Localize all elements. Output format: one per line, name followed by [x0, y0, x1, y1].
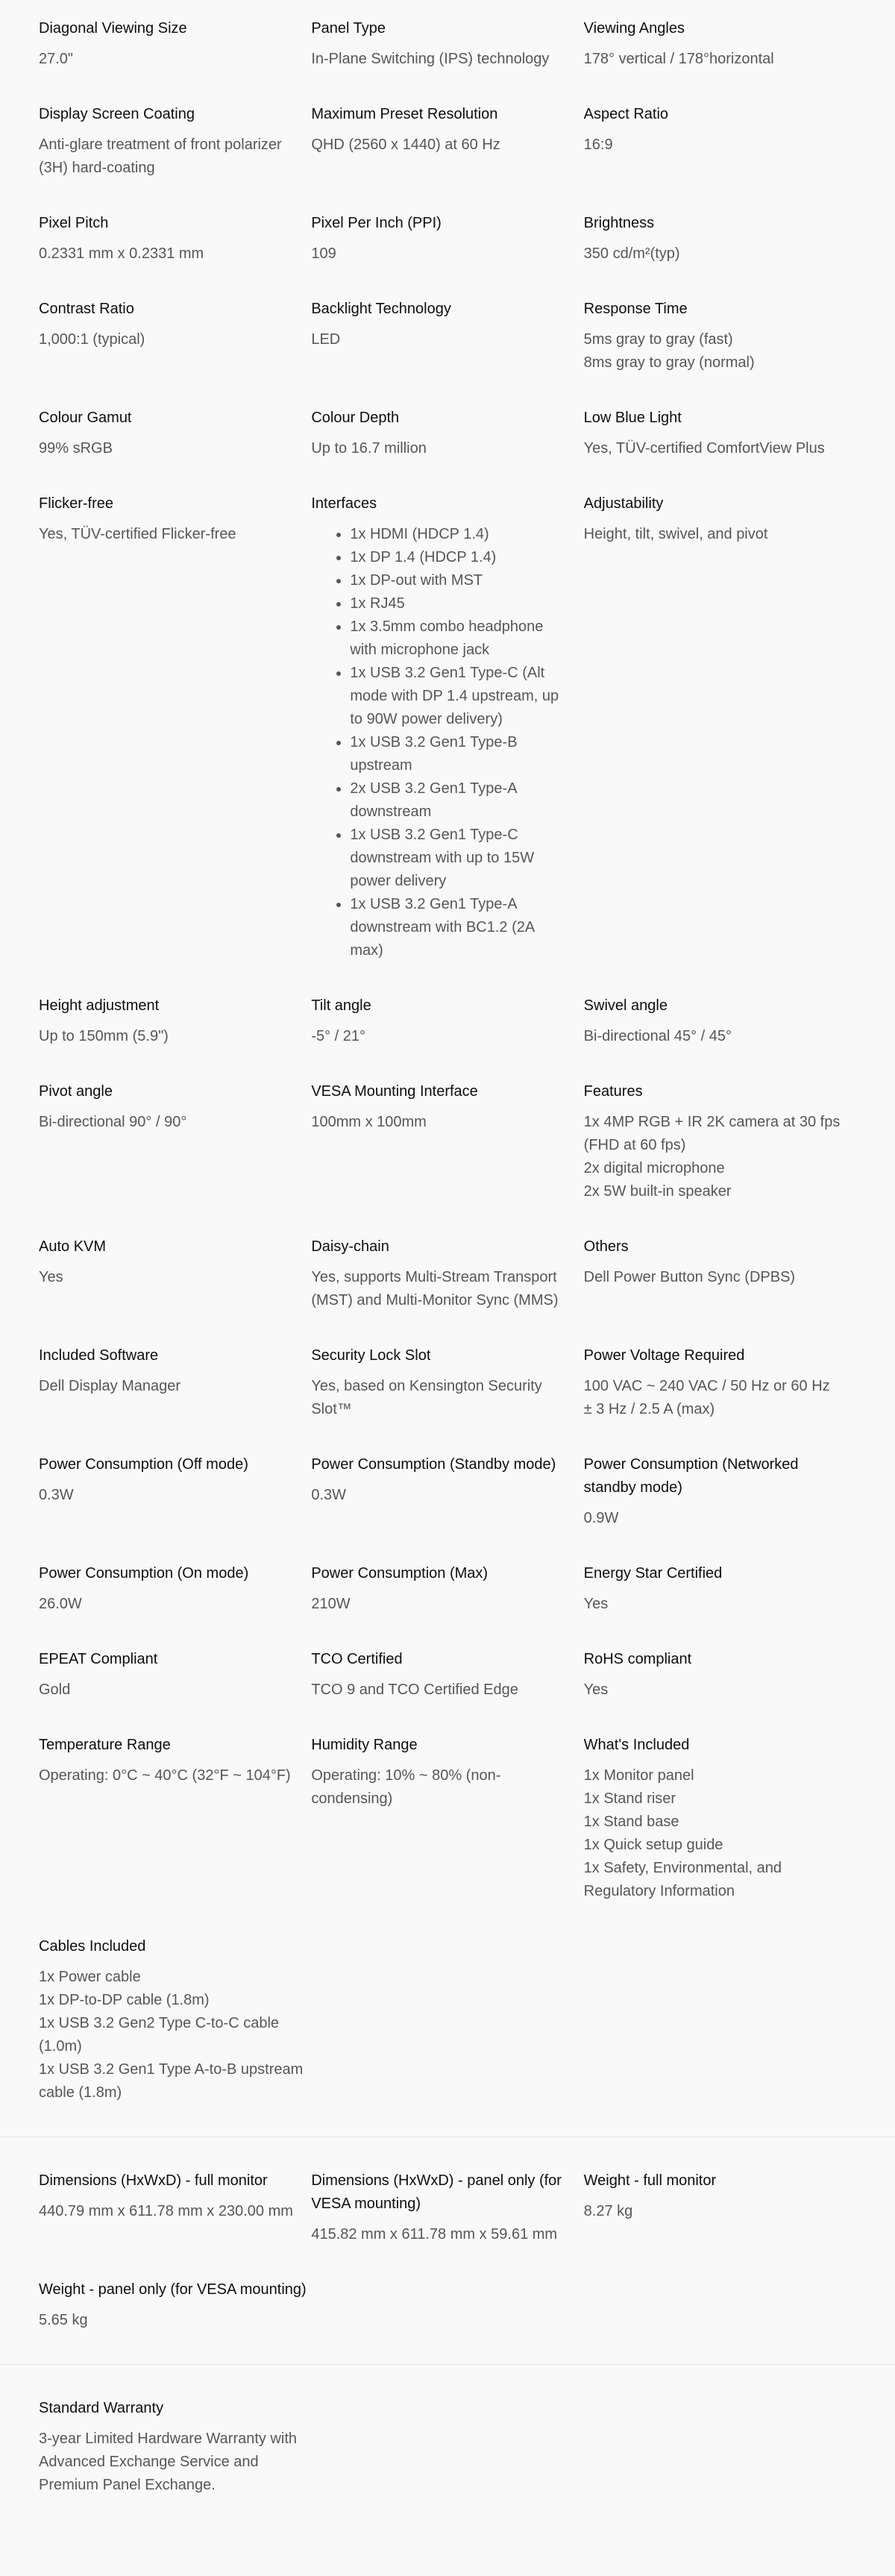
specs-section-warranty — [0, 2365, 895, 2497]
spec-value — [311, 2223, 568, 2246]
spec-item-display-screen-coating — [39, 103, 311, 180]
spec-label: Power Consumption (Off mode) — [39, 1456, 248, 1473]
spec-item-colour-depth — [311, 407, 583, 460]
spec-label: Standard Warranty — [39, 2400, 164, 2416]
spec-label: Features — [583, 1083, 643, 1100]
spec-value — [584, 48, 841, 71]
spec-item-weight-full-monitor — [584, 2169, 856, 2246]
spec-value — [311, 1375, 568, 1421]
spec-label: Diagonal Viewing Size — [39, 20, 187, 37]
spec-value-line: 5ms gray to gray (fast) — [583, 331, 733, 348]
spec-item-power-voltage-required — [584, 1344, 856, 1421]
spec-value-line: Dell Display Manager — [39, 1378, 181, 1394]
spec-value-line: 26.0W — [39, 1596, 82, 1612]
spec-value — [584, 437, 841, 460]
spec-value-line: 5.65 kg — [39, 2312, 88, 2328]
spec-value-line: 0.2331 mm x 0.2331 mm — [39, 245, 204, 262]
spec-item-vesa-mounting-interface — [311, 1080, 583, 1203]
spec-label: Tilt angle — [311, 997, 371, 1014]
spec-value-line: 1x Stand base — [583, 1814, 679, 1830]
spec-list — [311, 523, 568, 962]
spec-label: Power Consumption (On mode) — [39, 1565, 249, 1582]
spec-value-line: 27.0" — [39, 51, 74, 67]
spec-value-line: In-Plane Switching (IPS) technology — [311, 51, 550, 67]
spec-list-item: • 1x DP 1.4 (HDCP 1.4) — [350, 546, 568, 569]
spec-item-pivot-angle — [39, 1080, 311, 1203]
spec-value — [311, 1593, 568, 1616]
spec-label: Dimensions (HxWxD) - full monitor — [39, 2172, 268, 2189]
spec-label: Power Voltage Required — [583, 1347, 745, 1364]
spec-label: Included Software — [39, 1347, 159, 1364]
spec-list-item: • 1x USB 3.2 Gen1 Type-C downstream with up to 15W power delivery — [350, 824, 568, 893]
spec-value — [39, 134, 296, 180]
spec-value-line: Up to 16.7 million — [311, 440, 427, 457]
spec-value-line: -5° / 21° — [311, 1028, 366, 1044]
spec-value-line: 100mm x 100mm — [311, 1114, 427, 1130]
spec-label: Humidity Range — [311, 1737, 418, 1753]
spec-value-line: Yes — [39, 1269, 63, 1285]
spec-value-line: 350 cd/m²(typ) — [583, 245, 680, 262]
spec-value-line: 1x Quick setup guide — [583, 1837, 723, 1853]
spec-label: Swivel angle — [583, 997, 668, 1014]
spec-value-line: Operating: 10% ~ 80% (non-condensing) — [311, 1767, 501, 1807]
spec-item-what-s-included — [584, 1734, 856, 1903]
spec-value — [311, 437, 568, 460]
spec-label: Adjustability — [583, 495, 664, 512]
spec-value-line: Up to 150mm (5.9") — [39, 1028, 169, 1044]
spec-item-power-consumption-max — [311, 1562, 583, 1616]
spec-row — [39, 1453, 856, 1530]
spec-value-line: 109 — [311, 245, 336, 262]
spec-label: Panel Type — [311, 20, 386, 37]
spec-label: Flicker-free — [39, 495, 114, 512]
spec-list-item: • 1x HDMI (HDCP 1.4) — [350, 523, 568, 546]
spec-item-response-time — [584, 298, 856, 375]
spec-value-line: Yes — [583, 1682, 609, 1698]
spec-value — [584, 1375, 841, 1421]
spec-value — [311, 1484, 568, 1507]
spec-list-item: • 1x 3.5mm combo headphone with microphone jack — [350, 615, 568, 662]
spec-item-security-lock-slot — [311, 1344, 583, 1421]
spec-item-swivel-angle — [584, 994, 856, 1048]
spec-item-colour-gamut — [39, 407, 311, 460]
spec-value-line: 2x 5W built-in speaker — [583, 1183, 732, 1200]
spec-label: TCO Certified — [311, 1651, 403, 1667]
spec-value-line: Operating: 0°C ~ 40°C (32°F ~ 104°F) — [39, 1767, 291, 1784]
spec-value-line: Yes — [583, 1596, 609, 1612]
spec-label: Viewing Angles — [583, 20, 685, 37]
spec-label: VESA Mounting Interface — [311, 1083, 478, 1100]
spec-value-line: 0.3W — [311, 1487, 347, 1503]
spec-row — [39, 1935, 856, 2105]
spec-row — [39, 1344, 856, 1421]
spec-value — [39, 523, 296, 546]
spec-value — [39, 1764, 296, 1787]
spec-item-daisy-chain — [311, 1235, 583, 1312]
spec-value — [39, 1966, 307, 2105]
spec-item-included-software — [39, 1344, 311, 1421]
spec-item-cables-included — [39, 1935, 321, 2105]
spec-item-tco-certified — [311, 1648, 583, 1702]
spec-label: Colour Depth — [311, 410, 400, 426]
spec-item-others — [584, 1235, 856, 1312]
spec-label: Power Consumption (Networked standby mode) — [583, 1456, 799, 1496]
spec-value — [39, 1484, 296, 1507]
spec-value — [39, 2200, 296, 2223]
spec-label: Response Time — [583, 301, 688, 317]
spec-value-line: 1x 4MP RGB + IR 2K camera at 30 fps (FHD at 60 fps) — [583, 1114, 841, 1153]
spec-value-line: Gold — [39, 1682, 71, 1698]
spec-item-interfaces — [311, 492, 583, 962]
spec-value-line: 1x Safety, Environmental, and Regulatory Information — [583, 1860, 782, 1899]
spec-row — [39, 492, 856, 962]
spec-row — [39, 17, 856, 71]
spec-value-line: 1x USB 3.2 Gen1 Type A-to-B upstream cable (1.8m) — [39, 2061, 304, 2101]
spec-item-rohs-compliant — [584, 1648, 856, 1702]
spec-value — [311, 242, 568, 266]
spec-list-item: • 1x USB 3.2 Gen1 Type-B upstream — [350, 731, 568, 777]
spec-value — [311, 328, 568, 351]
spec-value-line: 440.79 mm x 611.78 mm x 230.00 mm — [39, 2203, 293, 2219]
spec-value — [584, 1679, 841, 1702]
spec-value-line: 415.82 mm x 611.78 mm x 59.61 mm — [311, 2226, 558, 2243]
spec-value-line: 1x Power cable — [39, 1969, 141, 1985]
spec-item-standard-warranty — [39, 2397, 321, 2497]
spec-value — [39, 1266, 296, 1289]
spec-row — [39, 2397, 856, 2497]
spec-value-line: 1x Stand riser — [583, 1790, 676, 1807]
spec-item-maximum-preset-resolution — [311, 103, 583, 180]
spec-value — [39, 1111, 296, 1134]
spec-value — [311, 1266, 568, 1312]
spec-item-diagonal-viewing-size — [39, 17, 311, 71]
spec-item-dimensions-hxwxd-full-monitor — [39, 2169, 311, 2246]
spec-value — [39, 2428, 307, 2497]
spec-label: Pivot angle — [39, 1083, 113, 1100]
spec-list-item: • 2x USB 3.2 Gen1 Type-A downstream — [350, 777, 568, 824]
spec-value-line: Yes, supports Multi-Stream Transport (MST) and Multi-Monitor Sync (MMS) — [311, 1269, 559, 1309]
spec-item-panel-type — [311, 17, 583, 71]
spec-value — [584, 1593, 841, 1616]
spec-label: Brightness — [583, 215, 655, 231]
spec-label: Low Blue Light — [583, 410, 682, 426]
spec-item-dimensions-hxwxd-panel-only-for-vesa-mounting — [311, 2169, 583, 2246]
spec-value-line: 178° vertical / 178°horizontal — [583, 51, 774, 67]
spec-value — [584, 1507, 841, 1530]
spec-value-line: Yes, TÜV-certified Flicker-free — [39, 526, 236, 542]
spec-value-line: Dell Power Button Sync (DPBS) — [583, 1269, 796, 1285]
spec-label: Others — [583, 1238, 629, 1255]
spec-item-energy-star-certified — [584, 1562, 856, 1616]
spec-item-flicker-free — [39, 492, 311, 962]
spec-value-line: 0.9W — [583, 1510, 619, 1526]
spec-value-line: Anti-glare treatment of front polarizer (3H) hard-coating — [39, 137, 282, 176]
spec-value — [39, 1375, 296, 1398]
spec-value-line: 2x digital microphone — [583, 1160, 725, 1176]
spec-label: EPEAT Compliant — [39, 1651, 158, 1667]
spec-label: Backlight Technology — [311, 301, 451, 317]
spec-item-power-consumption-on-mode — [39, 1562, 311, 1616]
spec-value — [39, 48, 296, 71]
spec-label: Daisy-chain — [311, 1238, 389, 1255]
spec-item-features — [584, 1080, 856, 1203]
spec-value — [584, 2200, 841, 2223]
spec-label: Weight - panel only (for VESA mounting) — [39, 2281, 307, 2298]
spec-value-line: 0.3W — [39, 1487, 74, 1503]
spec-item-temperature-range — [39, 1734, 311, 1903]
spec-item-viewing-angles — [584, 17, 856, 71]
spec-value-line: 8ms gray to gray (normal) — [583, 354, 755, 371]
spec-item-brightness — [584, 212, 856, 266]
spec-item-epeat-compliant — [39, 1648, 311, 1702]
spec-value-line: 8.27 kg — [583, 2203, 633, 2219]
spec-value-line: Bi-directional 45° / 45° — [583, 1028, 732, 1044]
spec-value-line: Yes, based on Kensington Security Slot™ — [311, 1378, 542, 1417]
spec-value-line: 100 VAC ~ 240 VAC / 50 Hz or 60 Hz ± 3 Hz / 2.5 A (max) — [583, 1378, 830, 1417]
spec-label: Interfaces — [311, 495, 377, 512]
spec-item-pixel-per-inch-ppi — [311, 212, 583, 266]
spec-value — [311, 1025, 568, 1048]
spec-item-weight-panel-only-for-vesa-mounting — [39, 2278, 321, 2332]
spec-label: Pixel Pitch — [39, 215, 109, 231]
spec-value — [584, 1111, 841, 1203]
spec-value-line: Height, tilt, swivel, and pivot — [583, 526, 768, 542]
spec-value — [39, 242, 296, 266]
spec-list-item: • 1x DP-out with MST — [350, 569, 568, 592]
spec-value-line: 1x Monitor panel — [583, 1767, 694, 1784]
spec-value — [311, 48, 568, 71]
spec-label: Power Consumption (Standby mode) — [311, 1456, 556, 1473]
spec-row — [39, 1080, 856, 1203]
spec-label: Colour Gamut — [39, 410, 132, 426]
spec-label: Energy Star Certified — [583, 1565, 723, 1582]
spec-value — [39, 2309, 307, 2332]
spec-row — [39, 1235, 856, 1312]
spec-row — [39, 2169, 856, 2246]
spec-item-power-consumption-standby-mode — [311, 1453, 583, 1530]
spec-value — [584, 1266, 841, 1289]
spec-value — [584, 242, 841, 266]
spec-list-item: • 1x USB 3.2 Gen1 Type-A downstream with BC1.2 (2A max) — [350, 893, 568, 962]
spec-value-line: QHD (2560 x 1440) at 60 Hz — [311, 137, 500, 153]
spec-item-backlight-technology — [311, 298, 583, 375]
spec-label: What's Included — [583, 1737, 690, 1753]
spec-row — [39, 103, 856, 180]
spec-row — [39, 1734, 856, 1903]
spec-value — [39, 1679, 296, 1702]
spec-label: Contrast Ratio — [39, 301, 134, 317]
spec-row — [39, 212, 856, 266]
spec-row — [39, 298, 856, 375]
spec-label: RoHS compliant — [583, 1651, 692, 1667]
spec-item-aspect-ratio — [584, 103, 856, 180]
spec-label: Maximum Preset Resolution — [311, 106, 498, 122]
spec-item-adjustability — [584, 492, 856, 962]
spec-label: Auto KVM — [39, 1238, 107, 1255]
spec-label: Dimensions (HxWxD) - panel only (for VESA mounting) — [311, 2172, 562, 2212]
spec-label: Temperature Range — [39, 1737, 171, 1753]
spec-value — [39, 1025, 296, 1048]
spec-item-power-consumption-off-mode — [39, 1453, 311, 1530]
spec-value — [39, 328, 296, 351]
spec-row — [39, 994, 856, 1048]
spec-value — [39, 1593, 296, 1616]
spec-value-line: Yes, TÜV-certified ComfortView Plus — [583, 440, 825, 457]
spec-value — [311, 1679, 568, 1702]
spec-value — [584, 1764, 841, 1903]
spec-value-line: Bi-directional 90° / 90° — [39, 1114, 187, 1130]
spec-label: Power Consumption (Max) — [311, 1565, 489, 1582]
spec-label: Aspect Ratio — [583, 106, 669, 122]
spec-label: Cables Included — [39, 1938, 146, 1955]
spec-value-line: 99% sRGB — [39, 440, 113, 457]
spec-item-humidity-range — [311, 1734, 583, 1903]
spec-row — [39, 2278, 856, 2332]
spec-item-low-blue-light — [584, 407, 856, 460]
spec-value — [584, 328, 841, 375]
spec-value-line: 1x DP-to-DP cable (1.8m) — [39, 1992, 210, 2008]
spec-row — [39, 407, 856, 460]
spec-item-tilt-angle — [311, 994, 583, 1048]
spec-item-height-adjustment — [39, 994, 311, 1048]
specs-section-dimensions — [0, 2137, 895, 2332]
spec-label: Weight - full monitor — [583, 2172, 717, 2189]
spec-item-power-consumption-networked-standby-mode — [584, 1453, 856, 1530]
spec-value-line: 3-year Limited Hardware Warranty with Advanced Exchange Service and Premium Panel Exchange. — [39, 2431, 298, 2493]
spec-value-line: 210W — [311, 1596, 351, 1612]
spec-item-auto-kvm — [39, 1235, 311, 1312]
spec-value-line: LED — [311, 331, 341, 348]
spec-value — [311, 1764, 568, 1811]
spec-label: Security Lock Slot — [311, 1347, 431, 1364]
spec-row — [39, 1562, 856, 1616]
spec-value — [584, 523, 841, 546]
spec-value — [39, 437, 296, 460]
spec-value — [311, 134, 568, 157]
spec-value-line: 1x USB 3.2 Gen2 Type C-to-C cable (1.0m) — [39, 2015, 280, 2055]
spec-value-line: 16:9 — [583, 137, 613, 153]
spec-value — [311, 1111, 568, 1134]
spec-list-item: • 1x USB 3.2 Gen1 Type-C (Alt mode with DP 1.4 upstream, up to 90W power delivery) — [350, 662, 568, 731]
spec-label: Pixel Per Inch (PPI) — [311, 215, 442, 231]
spec-row — [39, 1648, 856, 1702]
spec-list-item: • 1x RJ45 — [350, 592, 568, 615]
spec-value — [584, 134, 841, 157]
spec-value — [584, 1025, 841, 1048]
spec-value-line: TCO 9 and TCO Certified Edge — [311, 1682, 518, 1698]
spec-value-line: 1,000:1 (typical) — [39, 331, 145, 348]
spec-item-pixel-pitch — [39, 212, 311, 266]
spec-label: Display Screen Coating — [39, 106, 195, 122]
spec-item-contrast-ratio — [39, 298, 311, 375]
spec-label: Height adjustment — [39, 997, 160, 1014]
